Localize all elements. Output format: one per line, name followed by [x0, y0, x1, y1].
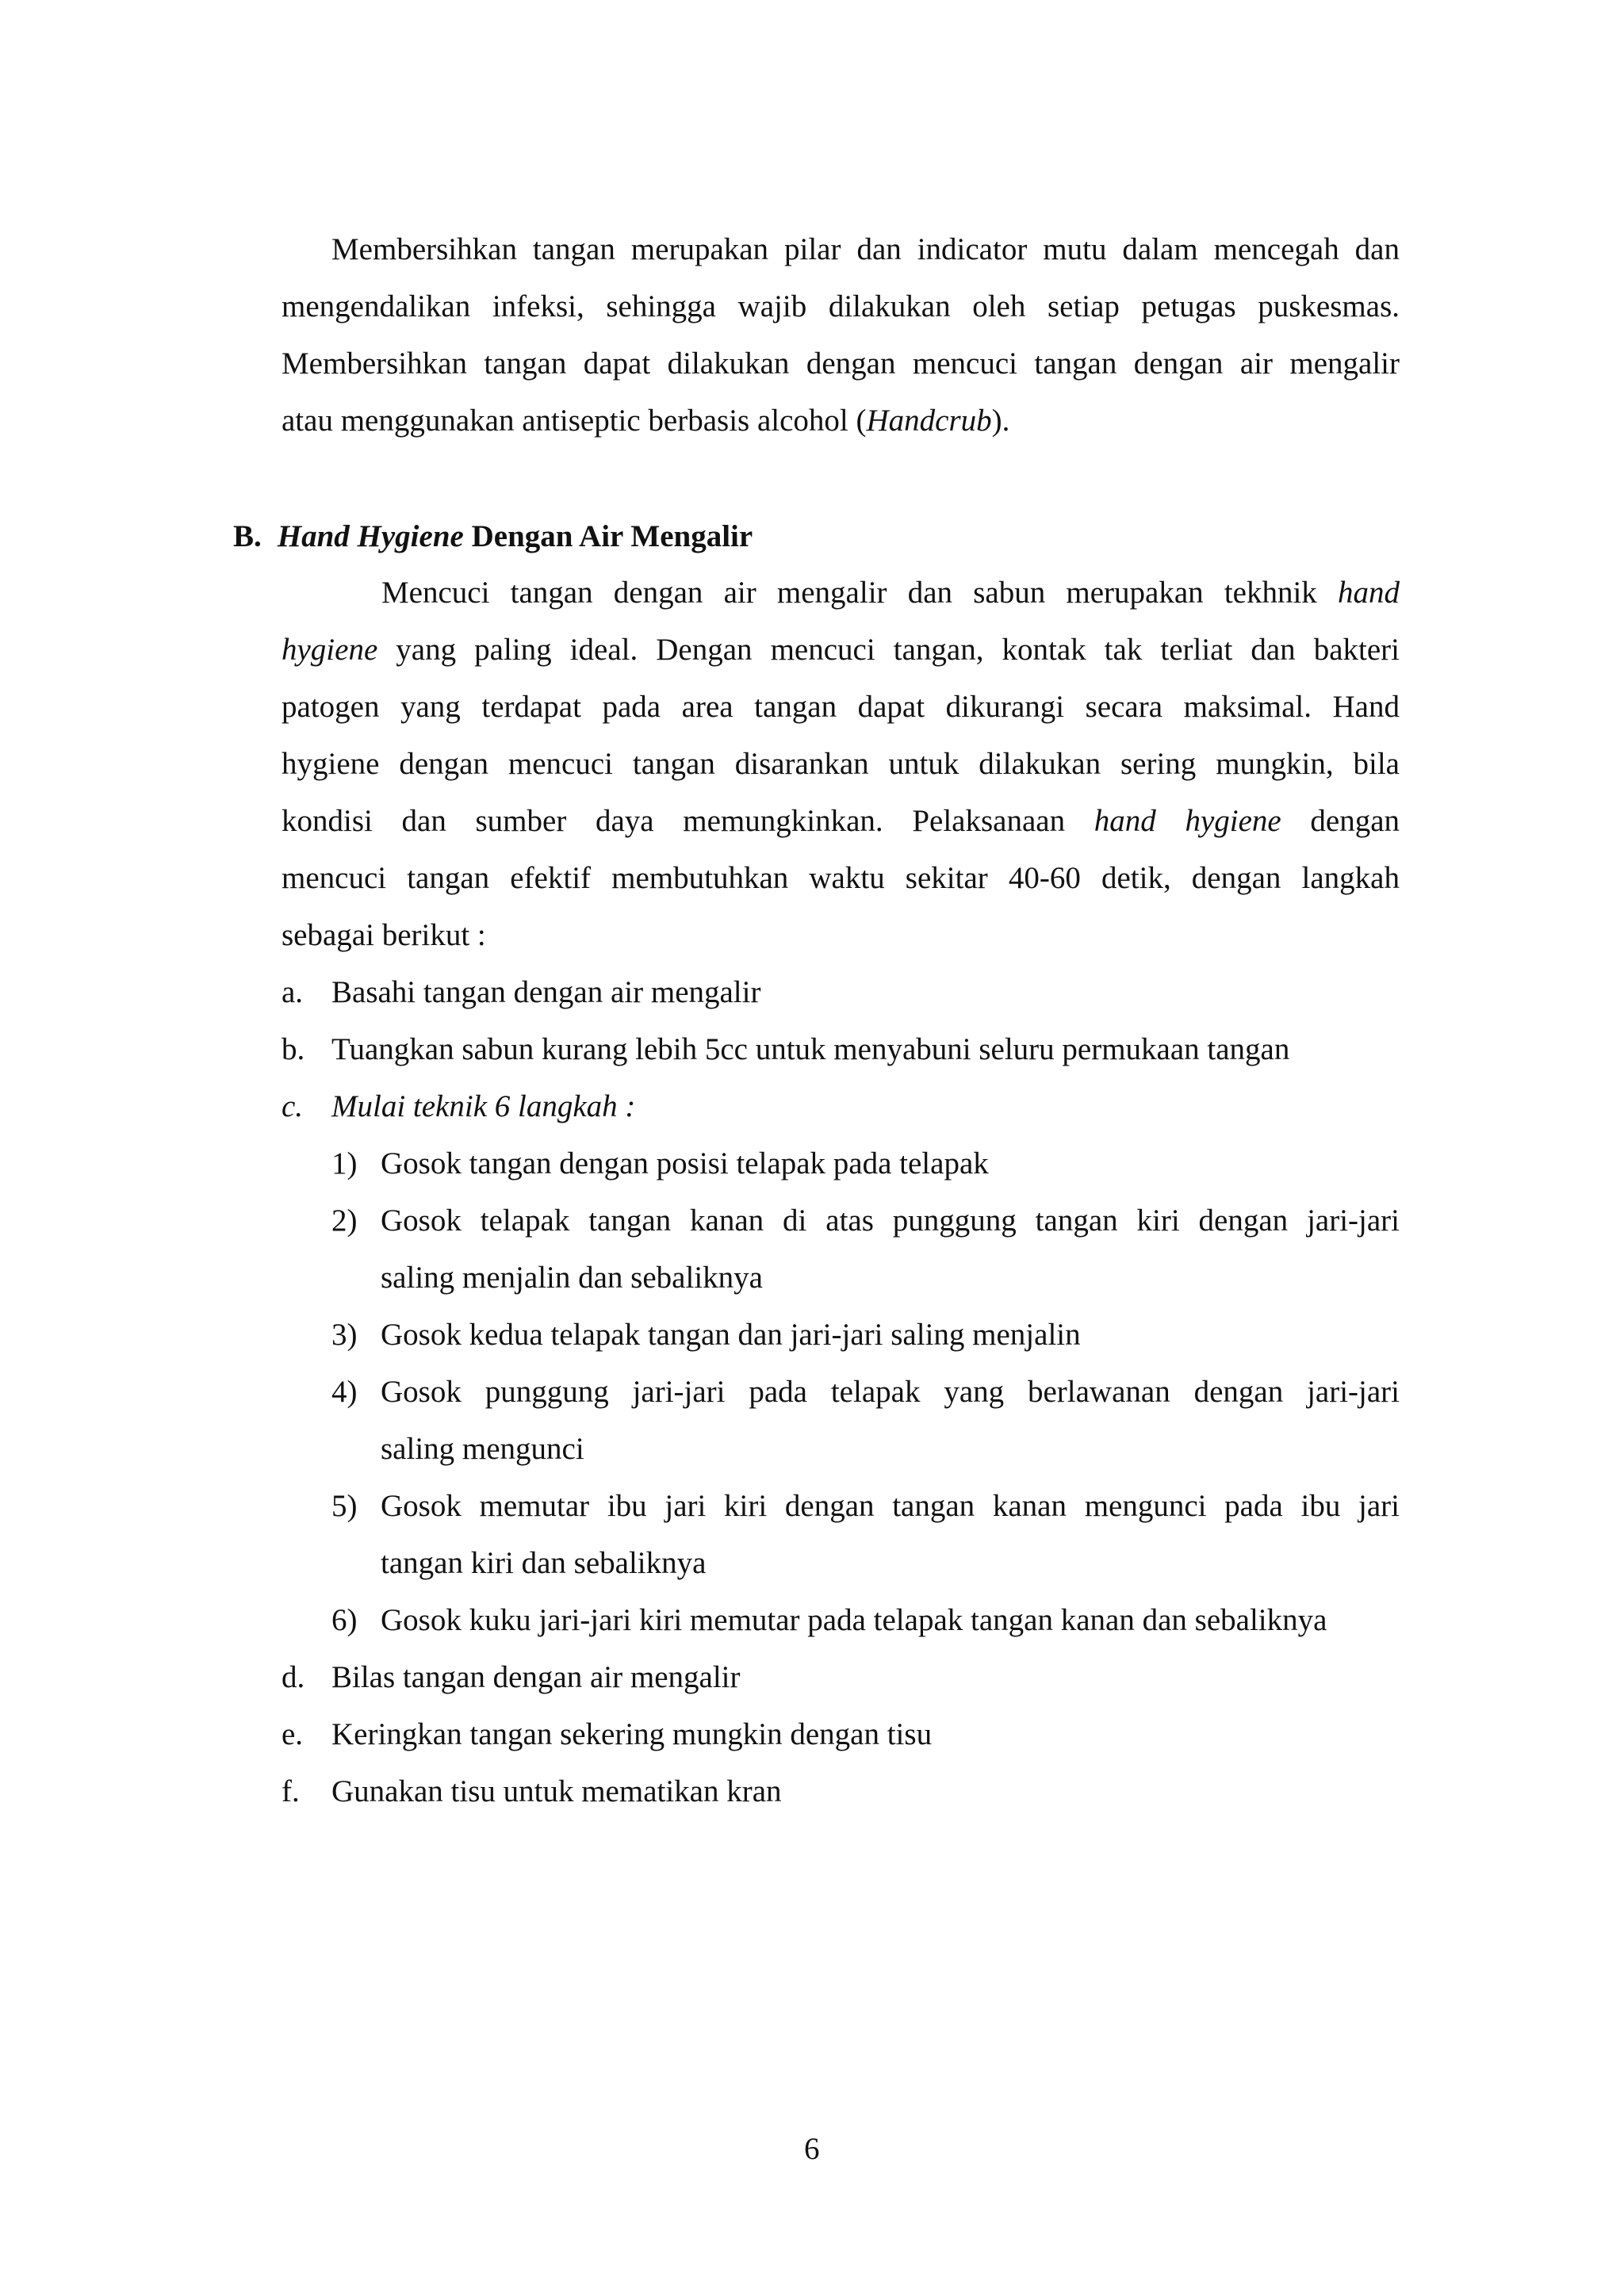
intro-line-4-italic: Handcrub: [866, 404, 992, 438]
para-line-5-end: dengan: [1281, 804, 1400, 838]
step-4-line-2: saling mengunci: [381, 1432, 584, 1466]
step-3: Gosok kedua telapak tangan dan jari-jari saling menjalin: [381, 1318, 1081, 1352]
intro-line-3: Membersihkan tangan dapat dilakukan dengan mencuci tangan dengan air mengalir: [282, 346, 1400, 381]
page-number: 6: [804, 2132, 820, 2166]
section-heading: [233, 518, 753, 556]
intro-line-4-end: ).: [991, 404, 1010, 438]
list-item-d: Bilas tangan dengan air mengalir: [331, 1660, 741, 1694]
section-heading-text: Dengan Air Mengalir: [463, 519, 753, 553]
para-line-4: hygiene dengan mencuci tangan disarankan untuk dilakukan sering mungkin, bila: [282, 747, 1400, 781]
step-6: Gosok kuku jari-jari kiri memutar pada telapak tangan kanan dan sebaliknya: [381, 1603, 1327, 1637]
step-1: Gosok tangan dengan posisi telapak pada telapak: [381, 1146, 989, 1181]
step-marker-3: 3): [331, 1318, 358, 1352]
list-marker-f: f.: [282, 1774, 300, 1808]
list-marker-d: d.: [282, 1660, 305, 1694]
para-line-1-text: Mencuci tangan dengan air mengalir dan sabun merupakan tekhnik: [381, 576, 1338, 610]
intro-line-2: mengendalikan infeksi, sehingga wajib dilakukan oleh setiap petugas puskesmas.: [282, 289, 1400, 323]
list-marker-e: e.: [282, 1717, 304, 1751]
list-item-f: Gunakan tisu untuk mematikan kran: [331, 1774, 782, 1808]
step-2-line-2: saling menjalin dan sebaliknya: [381, 1261, 763, 1295]
step-2-line-1: Gosok telapak tangan kanan di atas punggung tangan kiri dengan jari-jari: [381, 1203, 1400, 1238]
list-marker-c: c.: [282, 1089, 304, 1123]
step-marker-6: 6): [331, 1603, 358, 1637]
para-line-2-italic: hygiene: [282, 633, 378, 667]
step-5-line-2: tangan kiri dan sebaliknya: [381, 1546, 707, 1580]
intro-line-4: [282, 402, 1009, 440]
para-line-3: patogen yang terdapat pada area tangan dapat dikurangi secara maksimal. Hand: [282, 690, 1400, 724]
step-marker-4: 4): [331, 1375, 358, 1409]
list-item-c: Mulai teknik 6 langkah :: [331, 1089, 636, 1123]
step-marker-5: 5): [331, 1489, 358, 1523]
para-line-5-italic: hand hygiene: [1094, 804, 1281, 838]
intro-line-1: Membersihkan tangan merupakan pilar dan indicator mutu dalam mencegah dan: [331, 232, 1400, 266]
list-item-e: Keringkan tangan sekering mungkin dengan tisu: [331, 1717, 933, 1751]
section-number: B.: [233, 519, 262, 553]
section-heading-italic: Hand Hygiene: [277, 519, 464, 553]
step-marker-2: 2): [331, 1203, 358, 1238]
para-line-7: sebagai berikut :: [282, 918, 486, 952]
para-line-1: [381, 574, 1400, 612]
intro-line-4-text: atau menggunakan antiseptic berbasis alcohol (: [282, 404, 867, 438]
step-marker-1: 1): [331, 1146, 358, 1181]
list-marker-a: a.: [282, 975, 304, 1009]
list-marker-b: b.: [282, 1032, 305, 1066]
list-item-a: Basahi tangan dengan air mengalir: [331, 975, 761, 1009]
step-5-line-1: Gosok memutar ibu jari kiri dengan tangan kanan mengunci pada ibu jari: [381, 1489, 1400, 1523]
list-item-b: Tuangkan sabun kurang lebih 5cc untuk menyabuni seluru permukaan tangan: [331, 1032, 1290, 1066]
para-line-5-text: kondisi dan sumber daya memungkinkan. Pelaksanaan: [282, 804, 1094, 838]
para-line-2: [282, 631, 1400, 669]
para-line-5: [282, 802, 1400, 840]
para-line-6: mencuci tangan efektif membutuhkan waktu sekitar 40-60 detik, dengan langkah: [282, 861, 1400, 895]
step-4-line-1: Gosok punggung jari-jari pada telapak yang berlawanan dengan jari-jari: [381, 1375, 1400, 1409]
para-line-1-italic: hand: [1338, 576, 1400, 610]
para-line-2-text: yang paling ideal. Dengan mencuci tangan, kontak tak terliat dan bakteri: [377, 633, 1400, 667]
